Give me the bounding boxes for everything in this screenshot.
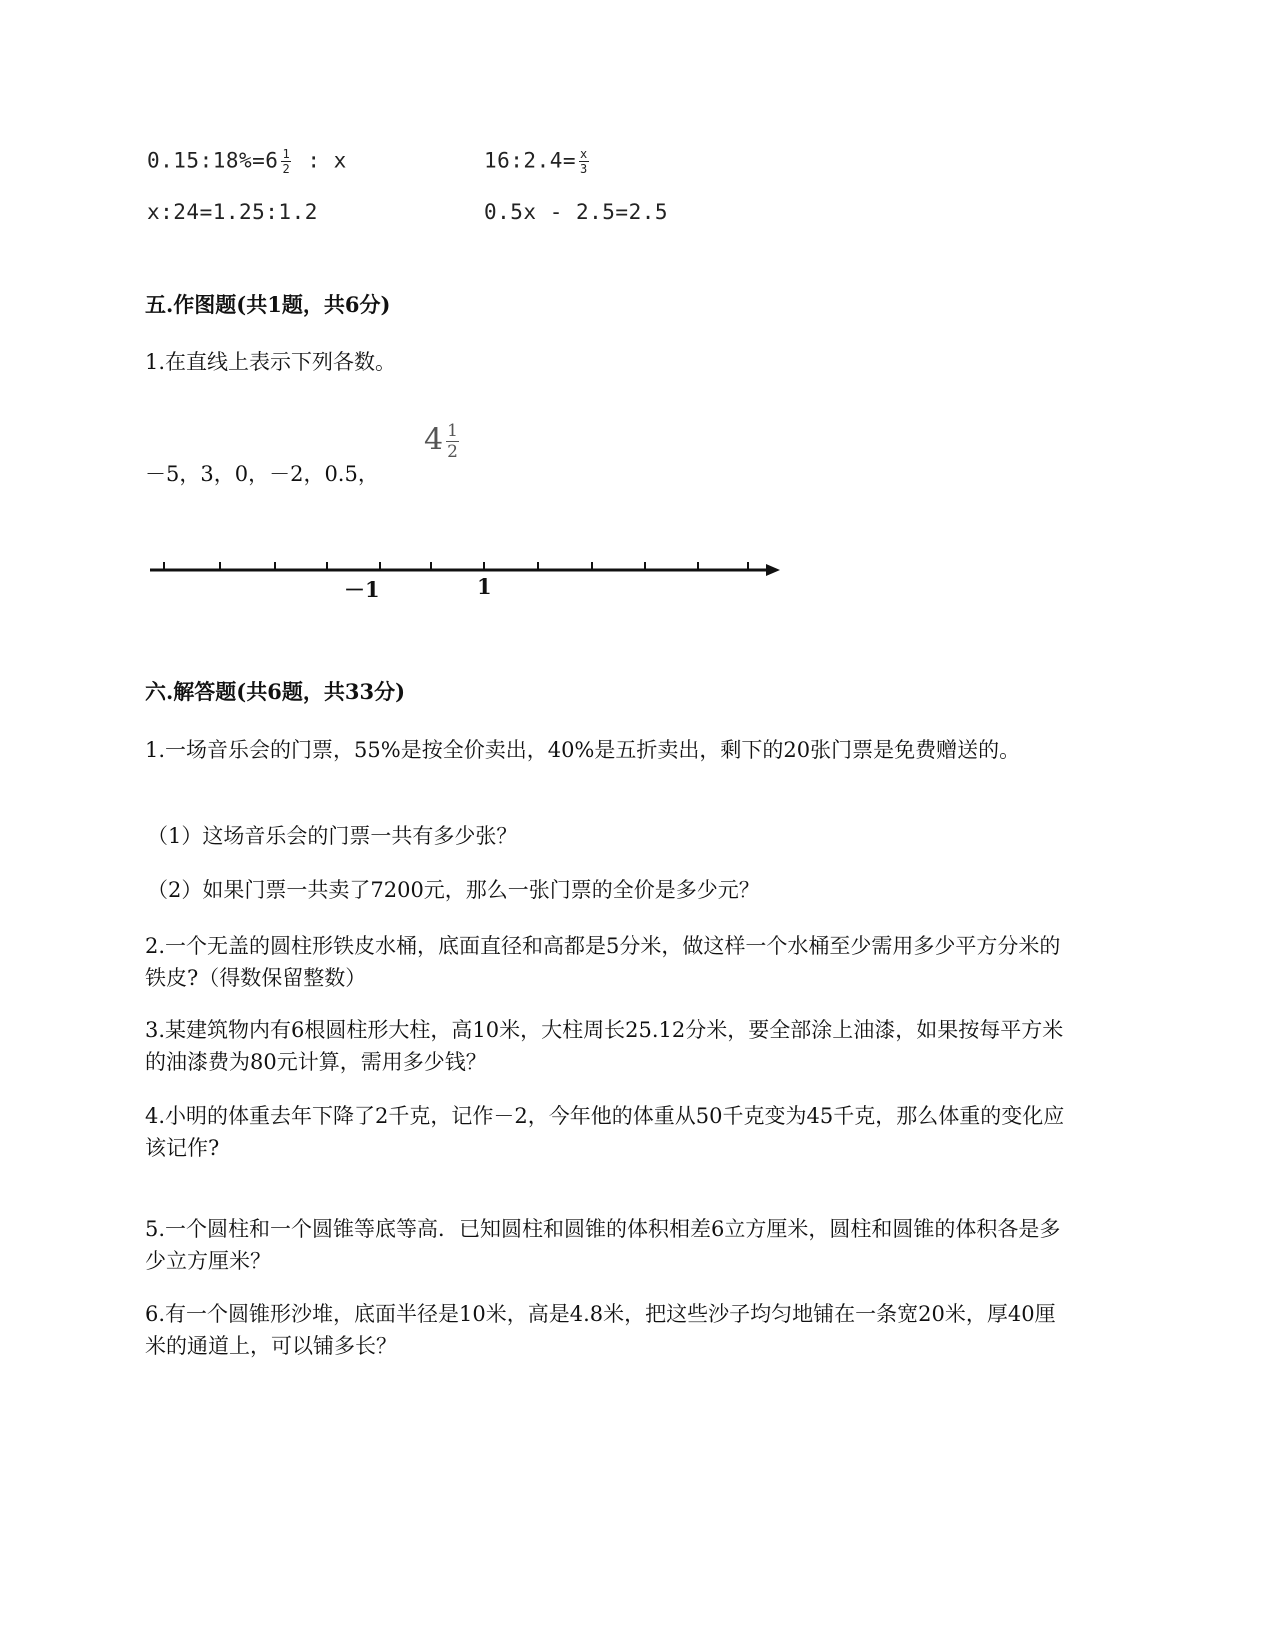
equation-3: x:24=1.25:1.2 — [147, 200, 318, 224]
tick-label-neg1: －1 — [344, 577, 380, 602]
fraction: $\frac{1}{2}$ — [282, 147, 291, 176]
numbers-to-plot: －5，3，0，－2，0.5， — [145, 462, 379, 486]
section-6-question-2: 2.一个无盖的圆柱形铁皮水桶，底面直径和高都是5分米，做这样一个水桶至少需用多少平方分米的铁皮?（得数保留整数） — [145, 934, 1061, 990]
equation-2: 16:2.4= $\frac{x}{3}$ — [484, 147, 588, 176]
section-6-question-1-part-2: （2）如果门票一共卖了7200元，那么一张门票的全价是多少元？ — [147, 878, 760, 902]
mixed-number-4-1-2: 4 $\frac{1}{2}$ — [424, 421, 458, 462]
equation-1: 0.15:18%=6 $\frac{1}{2}$ : x — [147, 147, 347, 176]
fraction: $\frac{x}{3}$ — [580, 147, 588, 176]
section-6-question-4: 4.小明的体重去年下降了2千克，记作－2，今年他的体重从50千克变为45千克，那么体重的变化应该记作? — [145, 1104, 1065, 1160]
section-6-question-5: 5.一个圆柱和一个圆锥等底等高．已知圆柱和圆锥的体积相差6立方厘米，圆柱和圆锥的体积各是多少立方厘米？ — [145, 1217, 1061, 1273]
section-6-question-6: 6.有一个圆锥形沙堆，底面半径是10米，高是4.8米，把这些沙子均匀地铺在一条宽20米，厚40厘米的通道上，可以铺多长？ — [145, 1302, 1056, 1358]
number-line-arrow — [766, 564, 780, 576]
equation-4: 0.5x - 2.5=2.5 — [484, 200, 669, 224]
number-line — [140, 550, 800, 610]
section-5-heading: 五.作图题(共1题，共6分) — [145, 292, 391, 317]
section-6-question-3: 3.某建筑物内有6根圆柱形大柱，高10米，大柱周长25.12分米，要全部涂上油漆，如果按每平方米的油漆费为80元计算，需用多少钱？ — [145, 1018, 1064, 1074]
section-5-question-1: 1.在直线上表示下列各数。 — [145, 350, 397, 374]
section-6-heading: 六.解答题(共6题，共33分) — [145, 679, 406, 704]
section-6-question-1-part-1: （1）这场音乐会的门票一共有多少张？ — [147, 824, 518, 848]
section-6-question-1: 1.一场音乐会的门票，55%是按全价卖出，40%是五折卖出，剩下的20张门票是免费赠送的。 — [145, 738, 1021, 762]
tick-label-1: 1 — [477, 574, 492, 599]
